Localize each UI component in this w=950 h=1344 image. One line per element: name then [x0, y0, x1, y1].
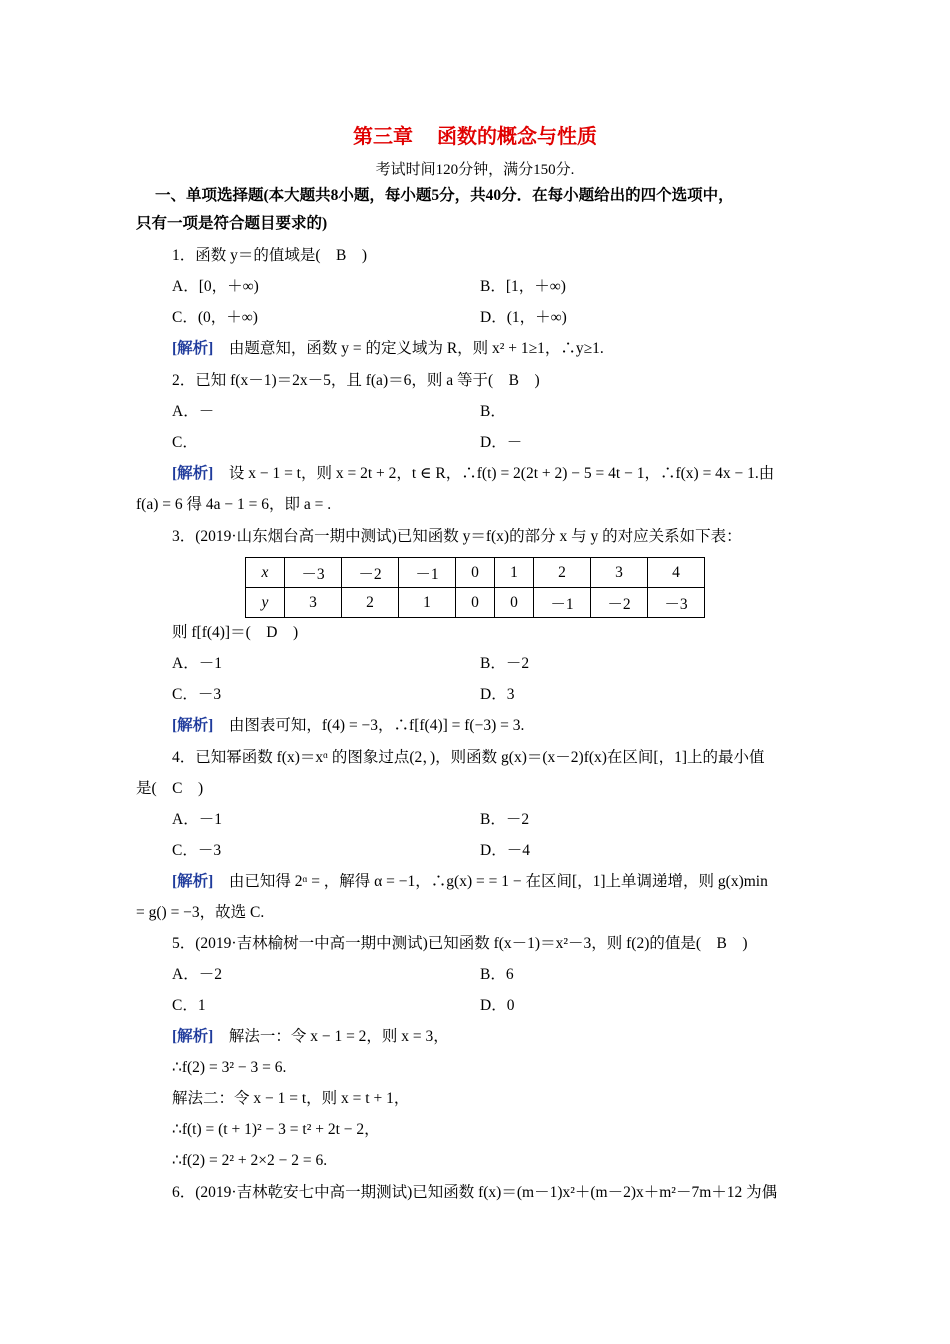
- q5-explanation-text: 解法一：令 x − 1 = 2，则 x = 3，: [213, 1028, 449, 1045]
- table-cell: 3: [285, 588, 342, 618]
- q2-explanation-text: 设 x − 1 = t，则 x = 2t + 2，t ∈ R，∴f(t) = 2(2t + 2) − 5 = 4t − 1，∴f(x) = 4x − 1.由: [213, 465, 775, 482]
- table-header-y: y: [246, 588, 285, 618]
- table-cell: 1: [399, 588, 456, 618]
- question-2-stem: 2．已知 f(x－1)＝2x－5，且 f(a)＝6，则 a 等于( B ): [172, 372, 540, 389]
- explanation-tag: [解析]: [172, 717, 214, 734]
- q3-option-a: A．－1: [172, 655, 222, 672]
- table-cell: 2: [342, 588, 399, 618]
- q5-option-d: D．0: [480, 997, 515, 1014]
- q3-option-b: B．－2: [480, 655, 530, 672]
- q2-option-a: A．－: [172, 403, 215, 420]
- q2-explanation-cont: f(a) = 6 得 4a − 1 = 6，即 a = .: [136, 496, 332, 513]
- table-cell: 1: [495, 558, 534, 588]
- table-cell: －2: [591, 588, 648, 618]
- table-cell: 0: [456, 558, 495, 588]
- question-3-stem: 3．(2019·山东烟台高一期中测试)已知函数 y＝f(x)的部分 x 与 y 的对应关系如下表：: [172, 528, 742, 545]
- table-cell: 0: [495, 588, 534, 618]
- question-4-stem-cont: 是( C ): [136, 780, 204, 797]
- title-chapter: 第三章: [353, 126, 413, 148]
- table-header-x: x: [246, 558, 285, 588]
- table-cell: －3: [285, 558, 342, 588]
- q1-option-d: D．(1，＋∞): [480, 309, 567, 326]
- q3-option-d: D．3: [480, 686, 515, 703]
- value-table: [245, 557, 705, 618]
- explanation-tag: [解析]: [172, 873, 214, 890]
- q4-explanation-cont: = g() = −3，故选 C.: [136, 904, 265, 921]
- table-cell: 3: [591, 558, 648, 588]
- table-cell: －2: [342, 558, 399, 588]
- explanation-tag: [解析]: [172, 1028, 214, 1045]
- q5-option-b: B．6: [480, 966, 514, 983]
- table-cell: 2: [534, 558, 591, 588]
- q4-option-d: D．－4: [480, 842, 530, 859]
- q3-option-c: C．－3: [172, 686, 222, 703]
- q1-explanation: [172, 339, 604, 359]
- q5-explanation-line4: ∴f(t) = (t + 1)² − 3 = t² + 2t − 2，: [172, 1121, 380, 1138]
- table-cell: －3: [648, 588, 705, 618]
- q3-explanation-text: 由图表可知，f(4) = −3，∴f[f(4)] = f(−3) = 3.: [213, 717, 525, 734]
- exam-info: 考试时间120分钟，满分150分.: [375, 162, 575, 178]
- table-cell: 4: [648, 558, 705, 588]
- q5-option-c: C．1: [172, 997, 206, 1014]
- q3-ask: 则 f[f(4)]＝( D ): [172, 624, 299, 641]
- page-title: [0, 120, 950, 149]
- q4-option-b: B．－2: [480, 811, 530, 828]
- table-cell: －1: [399, 558, 456, 588]
- q4-option-c: C．－3: [172, 842, 222, 859]
- question-6-stem: 6．(2019·吉林乾安七中高一期测试)已知函数 f(x)＝(m－1)x²＋(m－2)x＋m²－7m＋12 为偶: [172, 1184, 778, 1201]
- q2-explanation: [172, 464, 774, 484]
- section-heading-cont: 只有一项是符合题目要求的): [136, 215, 328, 232]
- question-5-stem: 5．(2019·吉林榆树一中高一期中测试)已知函数 f(x－1)＝x²－3，则 f(2)的值是( B ): [172, 935, 748, 952]
- q5-explanation-line2: ∴f(2) = 3² − 3 = 6.: [172, 1059, 287, 1076]
- q4-explanation-text: 由已知得 2ᵅ = ，解得 α = −1，∴g(x) = = 1 − 在区间[，1]上单调递增，则 g(x)min: [213, 873, 768, 890]
- q1-option-a: A．[0，＋∞): [172, 278, 259, 295]
- q3-explanation: [172, 716, 524, 736]
- table-cell: 0: [456, 588, 495, 618]
- q4-option-a: A．－1: [172, 811, 222, 828]
- table-row-y: [246, 588, 705, 618]
- question-1-stem: 1．函数 y＝的值域是( B ): [172, 247, 368, 264]
- q2-option-b: B．: [480, 403, 506, 420]
- q1-option-c: C．(0，＋∞): [172, 309, 258, 326]
- q5-explanation: [172, 1027, 449, 1047]
- q5-explanation-line3: 解法二：令 x − 1 = t，则 x = t + 1，: [172, 1090, 410, 1107]
- table-row-x: [246, 558, 705, 588]
- q2-option-d: D．－: [480, 434, 523, 451]
- q2-option-c: C．: [172, 434, 198, 451]
- table-cell: －1: [534, 588, 591, 618]
- section-heading: 一、单项选择题(本大题共8小题，每小题5分，共40分．在每小题给出的四个选项中，: [155, 187, 734, 204]
- title-topic: 函数的概念与性质: [437, 126, 597, 148]
- q1-option-b: B．[1，＋∞): [480, 278, 566, 295]
- q5-option-a: A．－2: [172, 966, 222, 983]
- q4-explanation: [172, 872, 768, 892]
- q5-explanation-line5: ∴f(2) = 2² + 2×2 − 2 = 6.: [172, 1152, 328, 1169]
- question-4-stem: 4．已知幂函数 f(x)＝xᵅ 的图象过点(2，)，则函数 g(x)＝(x－2)f(x)在区间[，1]上的最小值: [172, 749, 765, 766]
- q1-explanation-text: 由题意知，函数 y = 的定义域为 R，则 x² + 1≥1，∴y≥1.: [213, 340, 604, 357]
- explanation-tag: [解析]: [172, 340, 214, 357]
- explanation-tag: [解析]: [172, 465, 214, 482]
